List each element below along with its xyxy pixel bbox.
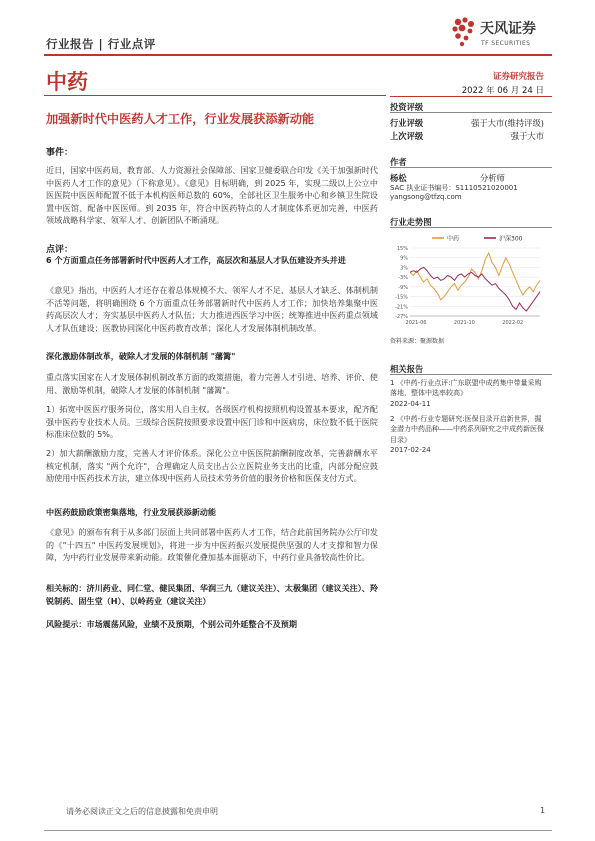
logo-mark-icon <box>452 17 474 46</box>
header-rule <box>44 54 552 56</box>
breadcrumb: 行业报告 | 行业点评 <box>46 37 156 51</box>
legend-label: 沪深300 <box>499 235 523 243</box>
logo-subtext: TF SECURITIES <box>481 40 531 47</box>
sector-title: 中药 <box>46 70 88 94</box>
related-item-2-date: 2017-02-24 <box>390 446 431 454</box>
rating-rule <box>390 112 552 113</box>
x-tick-label: 2021-06 <box>405 320 427 326</box>
author-sac: SAC 执业证书编号：S1110521020001 <box>390 184 518 192</box>
author-rule <box>390 167 552 168</box>
page-number: 1 <box>540 806 546 815</box>
x-tick-label: 2021-10 <box>453 320 475 326</box>
y-tick-label: -27% <box>395 314 408 320</box>
y-tick-label: -3% <box>398 275 408 282</box>
related-rule <box>390 374 552 375</box>
y-tick-label: 9% <box>400 255 408 262</box>
series-line <box>410 253 540 300</box>
related-item-1[interactable]: 1 《中药-行业点评:广东联盟中成药集中带量采购落地，整体中选率较高》 <box>390 379 542 398</box>
sub1-text: 《意见》指出，中医药人才还存在着总体规模不大、领军人才不足、基层人才缺乏、体制机制不活等问题，将明确围绕 6 个方面重点任务部署新时代中医药人才工作；加快培养集聚中医药高层次人才；夯实基层中医药人才队伍；大力推进西医学习中医；统筹推进中医药重点领域人才队伍建设；医教协同深化中医药教育改革；深化人才发展体制机制改革。 <box>46 285 378 333</box>
rating-title: 投资评级 <box>390 102 424 112</box>
prev-rating-value: 强于大市 <box>510 131 544 141</box>
report-date: 2022 年 06 月 24 日 <box>461 86 544 96</box>
report-headline: 加强新时代中医药人才工作，行业发展获添新动能 <box>46 112 315 126</box>
industry-rating-label: 行业评级 <box>390 118 424 128</box>
right-rule <box>390 96 552 97</box>
chart-source: 资料来源：聚源数据 <box>390 338 445 345</box>
point-2: 2）加大薪酬激励力度，完善人才评价体系。深化公立中医医院薪酬制度改革，完善薪酬水平核定机制，落实 "两个允许"，合理确定人员支出占公立医院业务支出的比重，内部分配应鼓励使用中医药技术方法，建立体现中医药人员技术劳务价值的服务价格和医保支付方式。 <box>46 448 378 484</box>
sub2-title: 深化激励体制改革，破除人才发展的体制机制 "藩篱" <box>46 351 236 361</box>
logo-text: 天风证券 <box>480 21 536 37</box>
event-title: 事件： <box>46 148 74 158</box>
related-title: 相关报告 <box>390 364 424 374</box>
prev-rating-label: 上次评级 <box>390 131 424 141</box>
report-type: 证券研究报告 <box>492 72 544 82</box>
y-tick-label: -15% <box>395 294 408 301</box>
event-text: 近日，国家中医药局、教育部、人力资源社会保障部、国家卫健委联合印发《关于加强新时代中医药人才工作的意见》（下称意见）。《意见》目标明确，到 2025 年，实现二级以上公立中医医院中医医师配置不低于本机构医师总数的 60%，全部社区卫生服务中心和乡镇卫生院设置中医馆、配备中医医师。到 2035 年，符合中医药特点的人才制度体系更加完善，中医药领域战略科学家、领军人才、创新团队不断涌现。 <box>46 165 378 226</box>
x-tick-label: 2022-02 <box>502 320 524 326</box>
y-tick-label: -9% <box>398 284 408 291</box>
point-1: 1）拓宽中医医疗服务岗位，落实用人自主权。各级医疗机构按照机构设置基本要求，配齐配强中医药专业技术人员。三级综合医院按照要求设置中医门诊和中医病房，床位数不低于医院标准床位数的 5%。 <box>46 404 378 440</box>
chart-section-title: 行业走势图 <box>390 217 432 227</box>
y-tick-label: -21% <box>395 304 408 311</box>
related-companies: 相关标的：济川药业、同仁堂、健民集团、华润三九（建议关注）、太极集团（建议关注）、羚锐制药、固生堂（H）、以岭药业（建议关注） <box>46 583 378 606</box>
risk-warning: 风险提示：市场震荡风险，业绩不及预期，个别公司外延整合不及预期 <box>46 619 297 629</box>
y-tick-label: 3% <box>400 265 408 272</box>
author-name: 杨松 <box>390 173 407 183</box>
legend-label: 中药 <box>447 235 460 243</box>
sub2-text: 重点落实国家在人才发展体制机制改革方面的政策措施，着力完善人才引进、培养、评价、使用、激励等机制，破除人才发展的体制机制 "藩篱"。 <box>46 372 378 395</box>
footer-disclaimer: 请务必阅读正文之后的信息披露和免责申明 <box>66 807 218 816</box>
sub3-title: 中医药鼓励政策密集落地，行业发展获添新动能 <box>46 507 216 517</box>
author-title: 作者 <box>390 157 407 167</box>
industry-rating-value: 强于大市(维持评级) <box>471 118 544 128</box>
sector-rule <box>44 95 386 96</box>
related-item-2[interactable]: 2 《中药-行业专题研究:医保目录开启新世界，掘金潜力中药品种——中药系列研究之中成药新医保目录》 <box>390 415 544 444</box>
author-email[interactable]: yangsong@tfzq.com <box>390 193 462 201</box>
y-tick-label: 15% <box>396 246 408 252</box>
comment-title: 点评： <box>46 245 74 255</box>
series-line <box>410 267 540 311</box>
sub1-title: 6 个方面重点任务部署新时代中医药人才工作，高层次和基层人才队伍建设齐头并进 <box>46 255 346 265</box>
related-item-1-date: 2022-04-11 <box>390 400 431 408</box>
author-role: 分析师 <box>480 173 505 183</box>
footer-rule <box>44 830 552 831</box>
industry-trend-chart <box>390 230 552 330</box>
sub3-text: 《意见》的颁布有利于从多部门层面上共同部署中医药人才工作，结合此前国务院办公厅印发的《"十四五" 中医药发展规划》，将进一步为中医药振兴发展提供坚强的人才支撑和智力保障，为中药行业发展带来新动能。政策催化叠加基本面驱动下，中药行业具备较高性价比。 <box>46 527 378 563</box>
chart-rule <box>390 227 552 228</box>
